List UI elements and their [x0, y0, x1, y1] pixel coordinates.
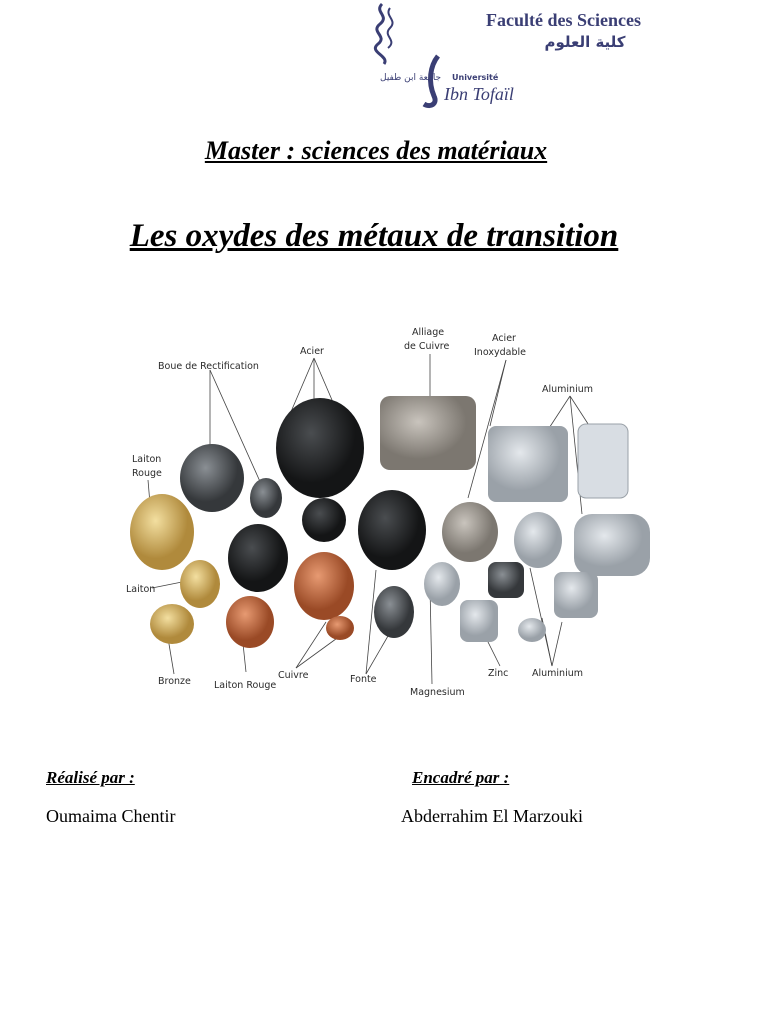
document-title: Les oxydes des métaux de transition — [129, 218, 619, 254]
svg-text:Université: Université — [452, 73, 499, 82]
label-aluminium-bottom: Aluminium — [532, 668, 583, 679]
label-fonte: Fonte — [350, 674, 377, 685]
label-cuivre: Cuivre — [278, 670, 309, 681]
metal-samples-figure — [112, 318, 660, 708]
label-acier-top: Acier — [300, 346, 324, 357]
label-laiton-rouge-line2: Rouge — [132, 468, 162, 479]
supervisor-name: Abderrahim El Marzouki — [401, 806, 583, 826]
label-alliage-line1: Alliage — [412, 327, 445, 338]
logo-university-arabic: جامعة ابن طفيل — [380, 73, 442, 83]
label-bronze: Bronze — [158, 676, 191, 687]
label-aluminium-top: Aluminium — [542, 384, 593, 395]
author-name: Oumaima Chentir — [46, 806, 176, 826]
label-laiton-rouge-bottom: Laiton Rouge — [214, 680, 277, 691]
svg-text:Ibn Tofaïl: Ibn Tofaïl — [444, 84, 514, 104]
label-alliage-line2: de Cuivre — [404, 341, 450, 352]
master-heading: Master : sciences des matériaux — [204, 136, 548, 165]
label-laiton-rouge-line1: Laiton — [132, 454, 162, 465]
label-inox-line1: Acier — [492, 333, 516, 344]
label-boue-de-rectification: Boue de Rectification — [158, 361, 259, 372]
faculty-name-arabic: كلية العلوم — [544, 33, 626, 51]
faculty-name-french: Faculté des Sciences — [486, 10, 641, 30]
realise-par-label: Réalisé par : — [46, 768, 135, 787]
label-inox-line2: Inoxydable — [474, 347, 526, 358]
label-zinc: Zinc — [488, 668, 509, 679]
label-magnesium: Magnesium — [410, 687, 465, 698]
label-laiton: Laiton — [126, 584, 156, 595]
encadre-par-label: Encadré par : — [412, 768, 510, 787]
